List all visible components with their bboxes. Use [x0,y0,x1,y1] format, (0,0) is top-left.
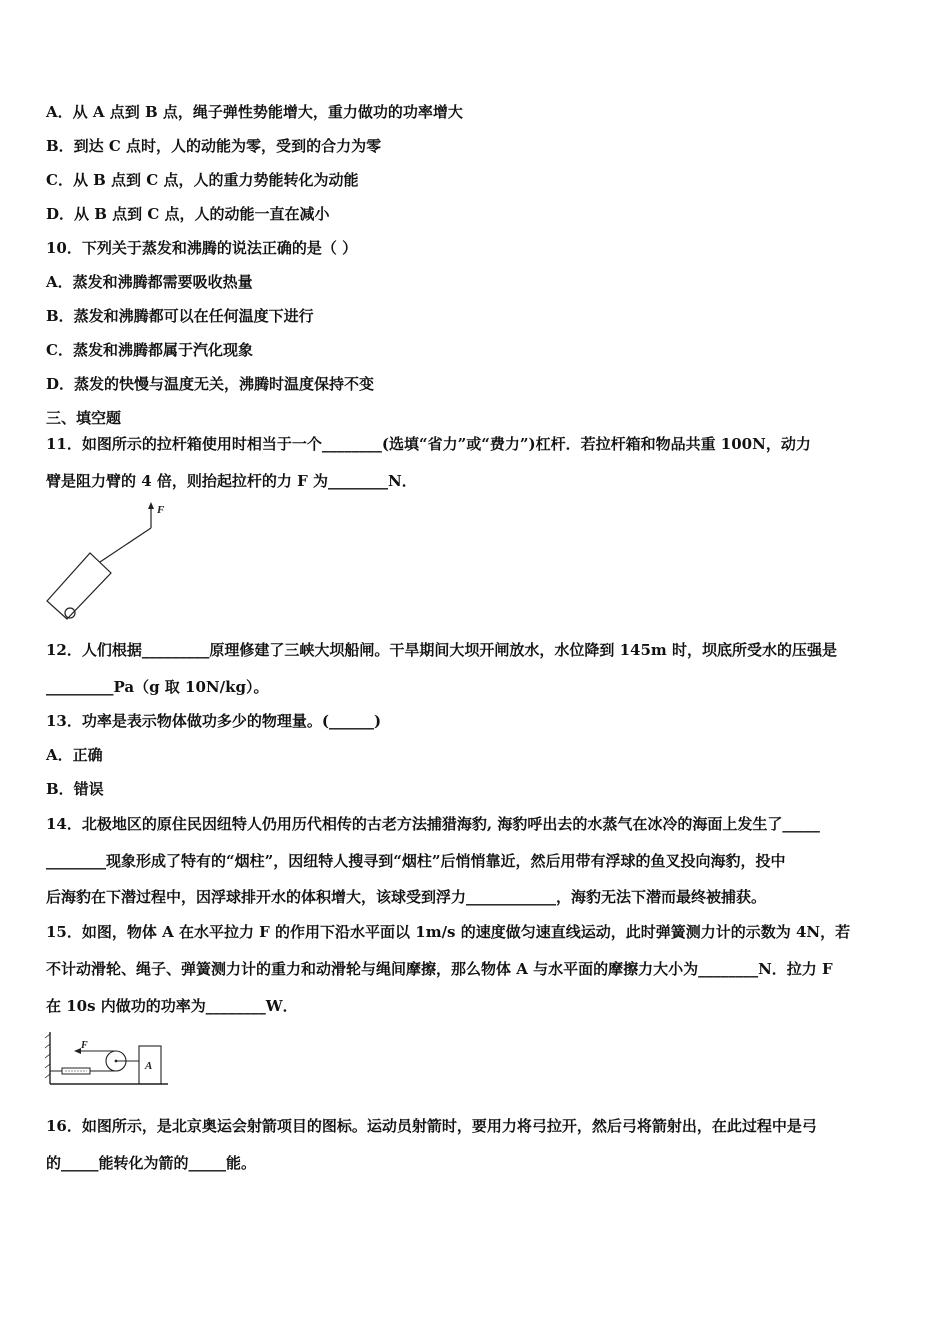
q14-line-2: ________现象形成了特有的“烟柱”，因纽特人搜寻到“烟柱”后悄悄靠近，然后用带有浮球的鱼叉投向海豹，投中 [46,852,786,870]
force-arrow-head [148,502,154,509]
q14-line-1: 14．北极地区的原住民因纽特人仍用历代相传的古老方法捕猎海豹, 海豹呼出去的水蒸气在冰冷的海面上发生了_____ [46,815,820,833]
force-label: F [157,504,165,516]
q10-option-a: A．蒸发和沸腾都需要吸收热量 [46,273,253,291]
q10-option-b: B．蒸发和沸腾都可以在任何温度下进行 [46,307,314,325]
pulley-spring-figure [44,1028,174,1090]
q10-option-d: D．蒸发的快慢与温度无关，沸腾时温度保持不变 [46,375,375,393]
q15-line-3: 在 10s 内做功的功率为________W． [46,997,298,1015]
force-label: F [81,1040,88,1051]
q12-line-1: 12．人们根据_________原理修建了三峡大坝船闸。干旱期间大坝开闸放水，水位降到 145m 时，坝底所受水的压强是 [46,641,838,659]
q13-option-b: B．错误 [46,780,104,798]
q10-option-c: C．蒸发和沸腾都属于汽化现象 [46,341,253,359]
q11-line-1: 11．如图所示的拉杆箱使用时相当于一个________(选填“省力”或“费力”)杠杆．若拉杆箱和物品共重 100N，动力 [46,435,811,453]
luggage-box [47,553,111,619]
q9-option-d: D．从 B 点到 C 点，人的动能一直在减小 [46,205,330,223]
q13-stem: 13．功率是表示物体做功多少的物理量。(______) [46,712,382,730]
q15-line-2: 不计动滑轮、绳子、弹簧测力计的重力和动滑轮与绳间摩擦，那么物体 A 与水平面的摩擦力大小为________N．拉力 F [46,960,833,978]
q9-option-c: C．从 B 点到 C 点，人的重力势能转化为动能 [46,171,359,189]
luggage-lever-figure [44,498,184,628]
q12-line-2: _________Pa（g 取 10N/kg）。 [46,678,269,696]
q16-line-2: 的_____能转化为箭的_____能。 [46,1154,257,1172]
q16-line-1: 16．如图所示，是北京奥运会射箭项目的图标。运动员射箭时，要用力将弓拉开，然后弓将箭射出，在此过程中是弓 [46,1117,817,1135]
force-arrow-head [74,1048,81,1054]
q10-stem: 10．下列关于蒸发和沸腾的说法正确的是（ ） [46,239,358,257]
q9-option-b: B．到达 C 点时，人的动能为零，受到的合力为零 [46,137,382,155]
block-a-label: A [145,1060,153,1072]
q11-line-2: 臂是阻力臂的 4 倍，则抬起拉杆的力 F 为________N． [46,472,417,490]
q15-line-1: 15．如图，物体 A 在水平拉力 F 的作用下沿水平面以 1m/s 的速度做匀速直线运动，此时弹簧测力计的示数为 4N，若 [46,923,851,941]
section-title: 三、填空题 [46,409,122,427]
q13-option-a: A．正确 [46,746,103,764]
q14-line-3: 后海豹在下潜过程中，因浮球排开水的体积增大，该球受到浮力____________，海豹无法下潜而最终被捕获。 [46,888,767,906]
q9-option-a: A．从 A 点到 B 点，绳子弹性势能增大，重力做功的功率增大 [46,103,463,121]
luggage-handle [100,528,151,562]
